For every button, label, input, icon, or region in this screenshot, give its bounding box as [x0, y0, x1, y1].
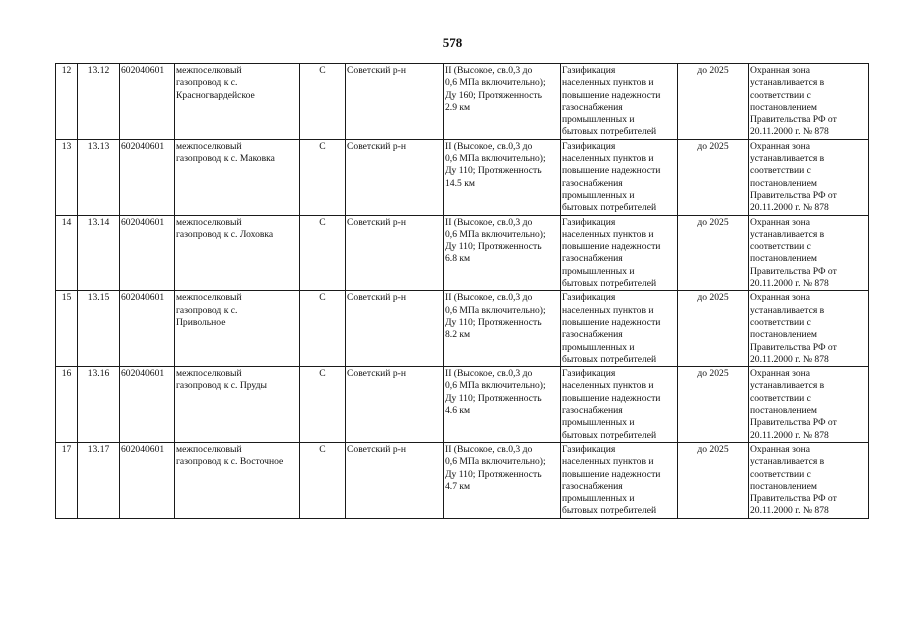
object-purpose: Газификация населенных пунктов и повышение надежности газоснабжения промышленных и бытовых потребителей [561, 64, 678, 140]
row-number: 13 [56, 139, 78, 215]
object-purpose: Газификация населенных пунктов и повышение надежности газоснабжения промышленных и бытовых потребителей [561, 367, 678, 443]
object-name: межпоселковый газопровод к с. Пруды [175, 367, 300, 443]
page-number: 578 [442, 35, 463, 50]
object-id: 602040601 [120, 64, 175, 140]
object-code: 13.13 [78, 139, 120, 215]
object-category: С [300, 64, 346, 140]
object-code: 13.14 [78, 215, 120, 291]
object-deadline: до 2025 [678, 367, 749, 443]
row-number: 12 [56, 64, 78, 140]
row-number: 16 [56, 367, 78, 443]
object-code: 13.15 [78, 291, 120, 367]
object-parameters: II (Высокое, св.0,3 до 0,6 МПа включительно); Ду 110; Протяженность 14.5 км [444, 139, 561, 215]
object-code: 13.12 [78, 64, 120, 140]
object-name: межпоселковый газопровод к с. Восточное [175, 442, 300, 518]
row-number: 17 [56, 442, 78, 518]
row-number: 14 [56, 215, 78, 291]
object-purpose: Газификация населенных пунктов и повышение надежности газоснабжения промышленных и бытовых потребителей [561, 442, 678, 518]
table-row [56, 215, 869, 291]
table-row [56, 291, 869, 367]
object-deadline: до 2025 [678, 139, 749, 215]
object-deadline: до 2025 [678, 215, 749, 291]
object-category: С [300, 442, 346, 518]
object-name: межпоселковый газопровод к с. Лоховка [175, 215, 300, 291]
object-id: 602040601 [120, 442, 175, 518]
object-protection-zone: Охранная зона устанавливается в соответствии с постановлением Правительства РФ от 20.11.2000 г. № 878 [749, 139, 869, 215]
object-category: С [300, 367, 346, 443]
object-parameters: II (Высокое, св.0,3 до 0,6 МПа включительно); Ду 110; Протяженность 6.8 км [444, 215, 561, 291]
object-id: 602040601 [120, 291, 175, 367]
object-code: 13.17 [78, 442, 120, 518]
object-parameters: II (Высокое, св.0,3 до 0,6 МПа включительно); Ду 160; Протяженность 2.9 км [444, 64, 561, 140]
object-category: С [300, 139, 346, 215]
object-protection-zone: Охранная зона устанавливается в соответствии с постановлением Правительства РФ от 20.11.2000 г. № 878 [749, 64, 869, 140]
object-name: межпоселковый газопровод к с. Красногвардейское [175, 64, 300, 140]
object-id: 602040601 [120, 367, 175, 443]
object-code: 13.16 [78, 367, 120, 443]
object-district: Советский р-н [346, 64, 444, 140]
object-name: межпоселковый газопровод к с. Маковка [175, 139, 300, 215]
object-protection-zone: Охранная зона устанавливается в соответствии с постановлением Правительства РФ от 20.11.2000 г. № 878 [749, 442, 869, 518]
registry-table [55, 63, 869, 519]
table-row [56, 64, 869, 140]
object-protection-zone: Охранная зона устанавливается в соответствии с постановлением Правительства РФ от 20.11.2000 г. № 878 [749, 215, 869, 291]
table-row [56, 442, 869, 518]
object-parameters: II (Высокое, св.0,3 до 0,6 МПа включительно); Ду 110; Протяженность 4.7 км [444, 442, 561, 518]
table-row [56, 139, 869, 215]
object-district: Советский р-н [346, 215, 444, 291]
object-protection-zone: Охранная зона устанавливается в соответствии с постановлением Правительства РФ от 20.11.2000 г. № 878 [749, 291, 869, 367]
object-deadline: до 2025 [678, 64, 749, 140]
object-purpose: Газификация населенных пунктов и повышение надежности газоснабжения промышленных и бытовых потребителей [561, 291, 678, 367]
object-id: 602040601 [120, 139, 175, 215]
object-purpose: Газификация населенных пунктов и повышение надежности газоснабжения промышленных и бытовых потребителей [561, 139, 678, 215]
object-deadline: до 2025 [678, 291, 749, 367]
row-number: 15 [56, 291, 78, 367]
object-protection-zone: Охранная зона устанавливается в соответствии с постановлением Правительства РФ от 20.11.2000 г. № 878 [749, 367, 869, 443]
object-parameters: II (Высокое, св.0,3 до 0,6 МПа включительно); Ду 110; Протяженность 8.2 км [444, 291, 561, 367]
object-district: Советский р-н [346, 291, 444, 367]
object-name: межпоселковый газопровод к с. Привольное [175, 291, 300, 367]
object-id: 602040601 [120, 215, 175, 291]
object-parameters: II (Высокое, св.0,3 до 0,6 МПа включительно); Ду 110; Протяженность 4.6 км [444, 367, 561, 443]
object-category: С [300, 291, 346, 367]
object-purpose: Газификация населенных пунктов и повышение надежности газоснабжения промышленных и бытовых потребителей [561, 215, 678, 291]
object-district: Советский р-н [346, 367, 444, 443]
object-district: Советский р-н [346, 139, 444, 215]
object-district: Советский р-н [346, 442, 444, 518]
object-category: С [300, 215, 346, 291]
table-row [56, 367, 869, 443]
object-deadline: до 2025 [678, 442, 749, 518]
